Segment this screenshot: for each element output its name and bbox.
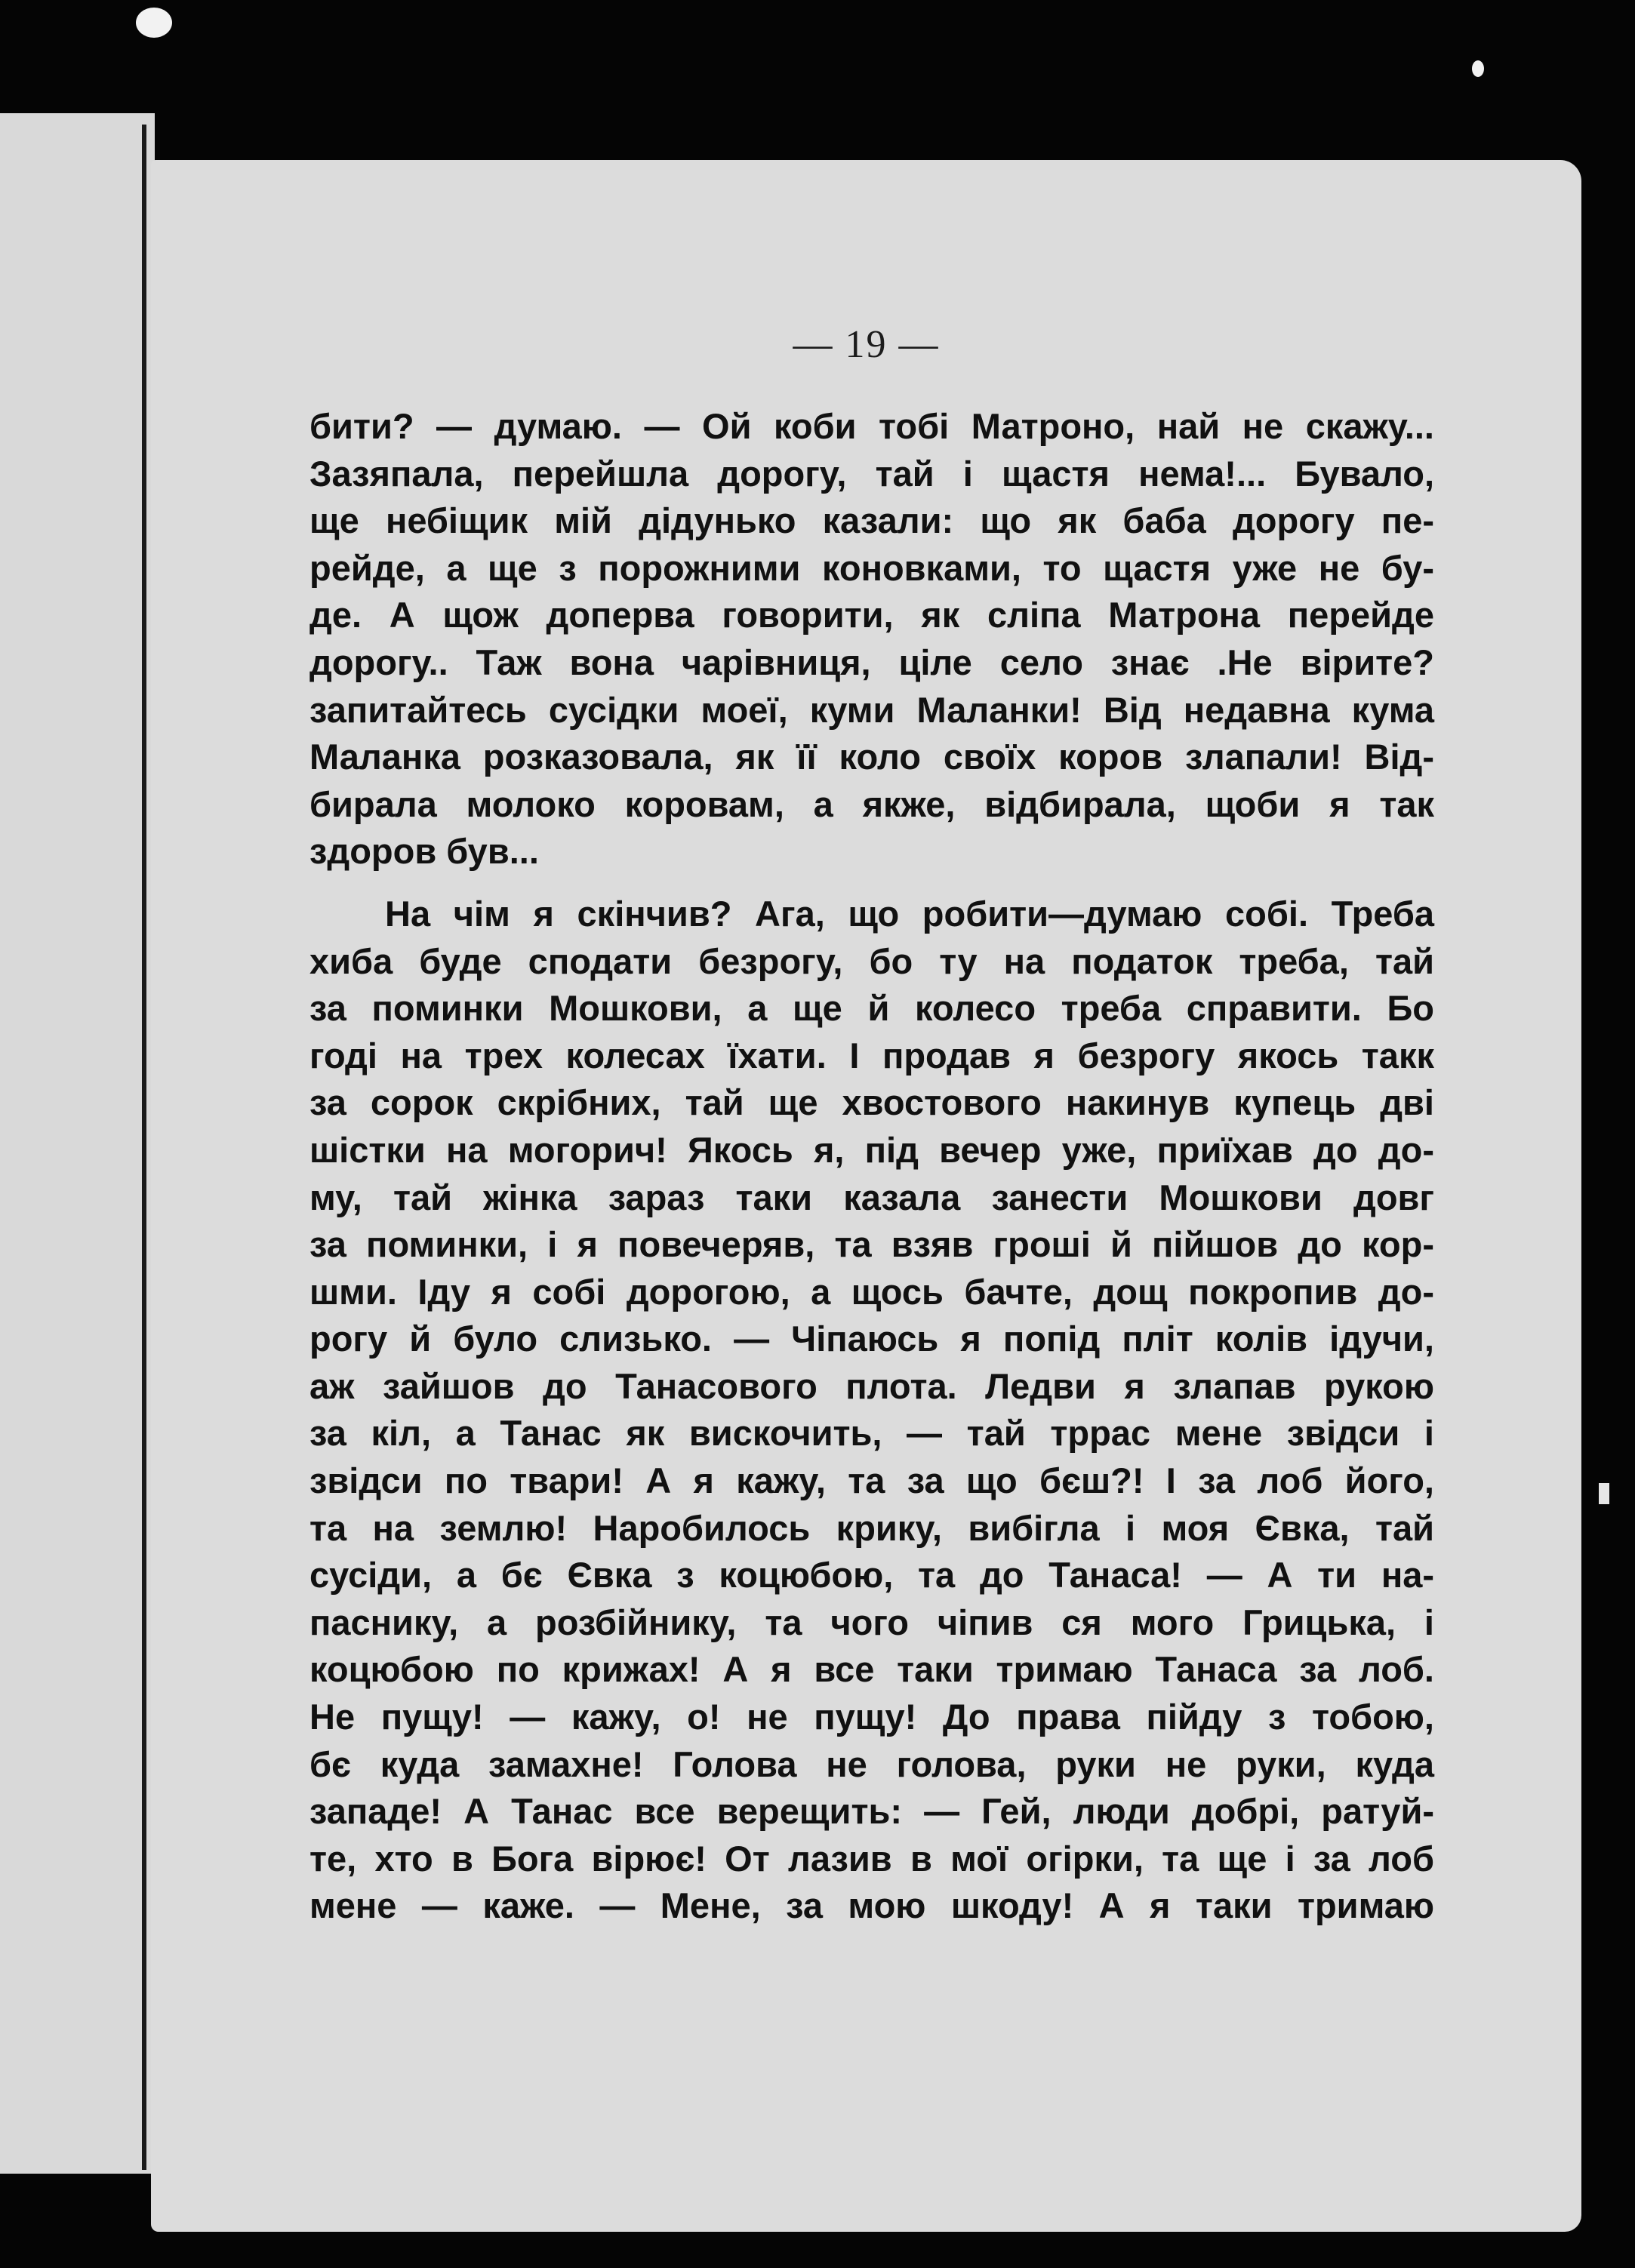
text-line: рейде, а ще з порожними коновками, то щастя уже не бу- <box>309 547 1434 588</box>
text-line: рогу й було слизько. — Чіпаюсь я попід пліт колів ідучи, <box>309 1319 1434 1359</box>
text-line: му, тай жінка зараз таки казала занести Мошкови довг <box>309 1177 1434 1217</box>
text-line: Маланка розказовала, як її коло своїх коров злапали! Від- <box>309 737 1434 777</box>
text-line: де. А щож доперва говорити, як сліпа Матрона перейде <box>309 595 1434 635</box>
text-line: западе! А Танас все верещить: — Гей, люди добрі, ратуй- <box>309 1791 1434 1832</box>
text-line: коцюбою по крижах! А я все таки тримаю Танаса за лоб. <box>309 1649 1434 1690</box>
text-line: годі на трех колесах їхати. І продав я безрогу якось такк <box>309 1035 1434 1076</box>
scan-speck <box>136 8 172 38</box>
text-line: за поминки Мошкови, а ще й колесо треба справити. Бо <box>309 988 1434 1029</box>
text-line: за сорок скрібних, тай ще хвостового накинув купець дві <box>309 1082 1434 1123</box>
paragraph-gap <box>309 876 1434 891</box>
text-line: запитайтесь сусідки моеї, куми Маланки! Від недавна кума <box>309 689 1434 730</box>
text-line: сусіди, а бє Євка з коцюбою, та до Танаса! — А ти на- <box>309 1555 1434 1596</box>
scan-mark <box>1599 1483 1609 1504</box>
text-line: бити? — думаю. — Ой коби тобі Матроно, най не скажу... <box>309 406 1434 446</box>
text-line: звідси по твари! А я кажу, та за що бєш?! І за лоб його, <box>309 1460 1434 1501</box>
text-line: мене — каже. — Мене, за мою шкоду! А я таки тримаю <box>309 1885 1434 1926</box>
text-line: бє куда замахне! Голова не голова, руки не руки, куда <box>309 1743 1434 1784</box>
text-line: шми. Іду я собі дорогою, а щось бачте, дощ покропив до- <box>309 1271 1434 1312</box>
page-number: — 19 — <box>793 323 940 366</box>
text-line: Зазяпала, перейшла дорогу, тай і щастя нема!... Бувало, <box>309 453 1434 494</box>
text-line: Не пущу! — кажу, о! не пущу! До права пійду з тобою, <box>309 1697 1434 1737</box>
scan-speck <box>1472 60 1484 77</box>
text-line: за кіл, а Танас як вискочить, — тай тррас мене звідси і <box>309 1413 1434 1454</box>
text-line: шістки на могорич! Якось я, під вечер уже, приїхав до до- <box>309 1129 1434 1170</box>
facing-page-edge <box>0 113 155 2174</box>
book-page <box>151 160 1581 2232</box>
text-line: за поминки, і я повечеряв, та взяв гроші й пійшов до кор- <box>309 1224 1434 1265</box>
text-line: хиба буде сподати безрогу, бо ту на податок треба, тай <box>309 940 1434 981</box>
text-line: та на землю! Наробилось крику, вибігла і моя Євка, тай <box>309 1507 1434 1548</box>
text-line: бирала молоко коровам, а якже, відбирала, щоби я так <box>309 783 1434 824</box>
text-line: На чім я скінчив? Ага, що робити—думаю собі. Треба <box>385 893 1434 934</box>
text-line: аж зайшов до Танасового плота. Ледви я злапав рукою <box>309 1365 1434 1406</box>
text-line: здоров був... <box>309 831 539 872</box>
text-line: дорогу.. Таж вона чарівниця, ціле село знає .Не вірите? <box>309 642 1434 682</box>
page-body-text <box>309 403 1434 1930</box>
book-gutter <box>142 125 146 2170</box>
text-line: те, хто в Бога вірює! От лазив в мої огірки, та ще і за лоб <box>309 1838 1434 1879</box>
text-line: ще небіщик мій дідунько казали: що як баба дорогу пе- <box>309 500 1434 541</box>
text-line: паснику, а розбійнику, та чого чіпив ся мого Грицька, і <box>309 1602 1434 1642</box>
